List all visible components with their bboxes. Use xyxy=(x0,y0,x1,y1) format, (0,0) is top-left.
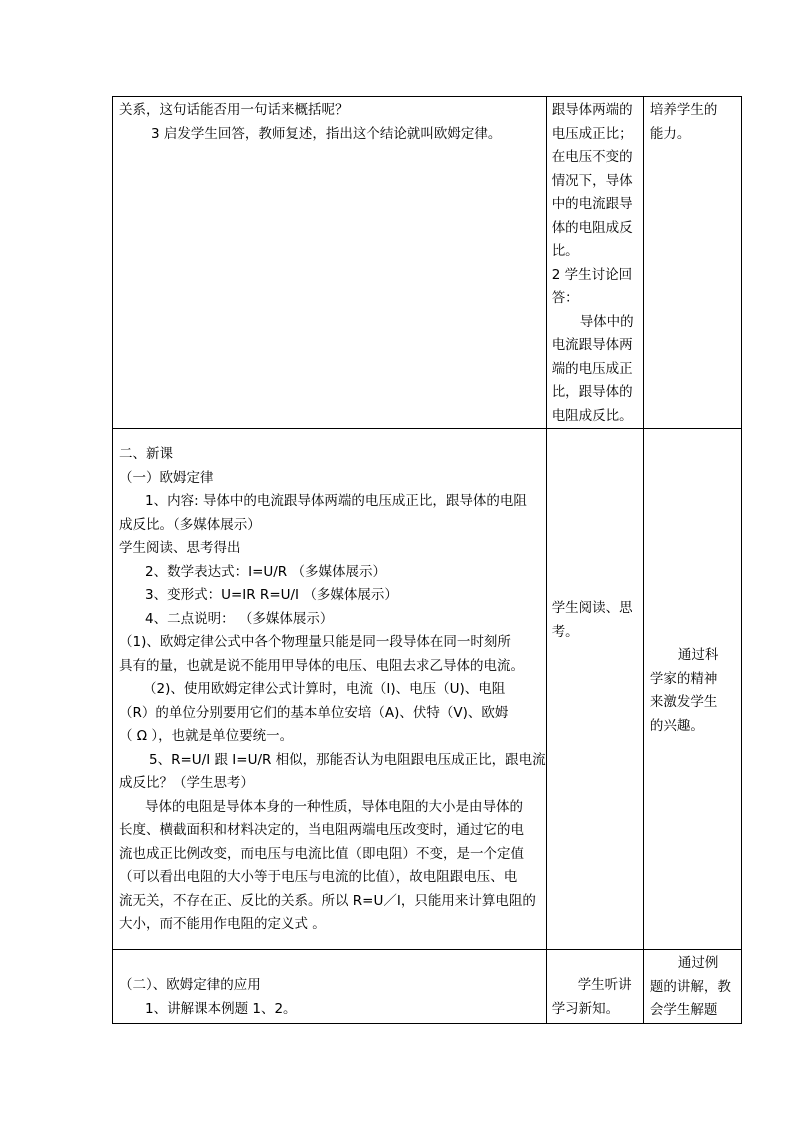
design-intent-cell xyxy=(643,950,741,1024)
formula-line: 3、变形式：U=IR R=U/I （多媒体展示） xyxy=(145,587,398,603)
text-line: 比。 xyxy=(551,243,579,259)
text-line: 在电压不变的 xyxy=(551,149,633,165)
text-line: 题的讲解，教 xyxy=(649,978,731,995)
text-line: 大小，而不能用作电阻的定义式 。 xyxy=(119,916,326,932)
subsection-heading: （一）欧姆定律 xyxy=(119,469,214,486)
design-intent-cell xyxy=(643,429,741,950)
table-row xyxy=(113,950,742,1024)
design-intent-cell xyxy=(643,97,741,429)
text-line: 流也成正比例改变，而电压与电流比值（即电阻）不变，是一个定值 xyxy=(119,845,524,862)
lesson-plan-table xyxy=(112,96,742,1024)
text-line: 2 学生讨论回 xyxy=(551,266,633,283)
text-line: （2)、使用欧姆定律公式计算时，电流（I)、电压（U)、电阻 xyxy=(143,681,506,697)
text-line: 具有的量，也就是说不能用甲导体的电压、电阻去求乙导体的电流。 xyxy=(119,657,524,674)
section-heading: 二、新课 xyxy=(119,446,173,462)
student-activity-cell xyxy=(546,429,643,950)
text-line: 通过例 xyxy=(677,955,719,971)
text-line: 4、二点说明： （多媒体展示） xyxy=(145,610,334,627)
table-row xyxy=(113,97,742,429)
text-line: 学生阅读、思 xyxy=(551,600,633,616)
text-line: 1、内容: 导体中的电流跟导体两端的电压成正比，跟导体的电阻 xyxy=(145,493,527,509)
text-line: 学习新知。 xyxy=(551,1000,620,1017)
process-cell xyxy=(113,950,547,1024)
text-line: 学家的精神 xyxy=(649,670,718,687)
text-line: 成反比。（多媒体展示） xyxy=(119,516,261,533)
text-line: 成反比？（学生思考） xyxy=(119,775,254,791)
text-line: 比，跟导体的 xyxy=(551,384,633,400)
text-line: 电压成正比； xyxy=(551,125,633,142)
text-line: 培养学生的 xyxy=(649,102,718,118)
text-line: 能力。 xyxy=(649,125,691,142)
text-line: 导体中的 xyxy=(579,313,634,330)
process-cell xyxy=(113,429,547,950)
text-line: 的兴趣。 xyxy=(649,717,704,734)
text-line: 导体的电阻是导体本身的一种性质，导体电阻的大小是由导体的 xyxy=(145,798,523,815)
text-line: （ Ω ），也就是单位要统一。 xyxy=(119,728,294,744)
text-line: 答： xyxy=(551,290,579,306)
text-line: 5、R=U/I 跟 I=U/R 相似，那能否认为电阻跟电压成正比，跟电流 xyxy=(149,751,546,768)
text-line: 1、讲解课本例题 1、2。 xyxy=(145,1000,297,1017)
table-row xyxy=(113,429,742,950)
text-line: 考。 xyxy=(551,623,579,640)
text-line: （可以看出电阻的大小等于电压与电流的比值），故电阻跟电压、电 xyxy=(119,869,518,885)
process-cell xyxy=(113,97,547,429)
text-line: 学生听讲 xyxy=(577,977,632,993)
text-line: 电流跟导体两 xyxy=(551,337,633,353)
student-activity-cell xyxy=(546,97,643,429)
text-line: 中的电流跟导 xyxy=(551,196,633,212)
text-line: 通过科 xyxy=(677,647,719,663)
text-line: 来激发学生 xyxy=(649,694,718,710)
text-line: （1)、欧姆定律公式中各个物理量只能是同一段导体在同一时刻所 xyxy=(119,634,511,650)
text-line: 长度、横截面积和材料决定的，当电阻两端电压改变时，通过它的电 xyxy=(119,822,524,838)
text-line: 会学生解题 xyxy=(649,1002,718,1018)
text-line: 情况下，导体 xyxy=(551,172,633,189)
text-line: 流无关，不存在正、反比的关系。所以 R=U／I，只能用来计算电阻的 xyxy=(119,892,536,909)
student-activity-cell xyxy=(546,950,643,1024)
text-line: 体的电阻成反 xyxy=(551,219,633,236)
text-line: 关系，这句话能否用一句话来概括呢？ xyxy=(119,102,349,118)
text-line: 3 启发学生回答，教师复述，指出这个结论就叫欧姆定律。 xyxy=(151,125,502,142)
text-line: （R）的单位分别要用它们的基本单位安培（A)、伏特（V)、欧姆 xyxy=(119,704,509,721)
subsection-heading: （二）、欧姆定律的应用 xyxy=(119,977,261,993)
text-line: 电阻成反比。 xyxy=(551,407,633,424)
text-line: 跟导体两端的 xyxy=(551,102,633,118)
text-line: 学生阅读、思考得出 xyxy=(119,540,241,556)
text-line: 端的电压成正 xyxy=(551,360,633,377)
formula-line: 2、数学表达式：I=U/R （多媒体展示） xyxy=(145,563,386,580)
